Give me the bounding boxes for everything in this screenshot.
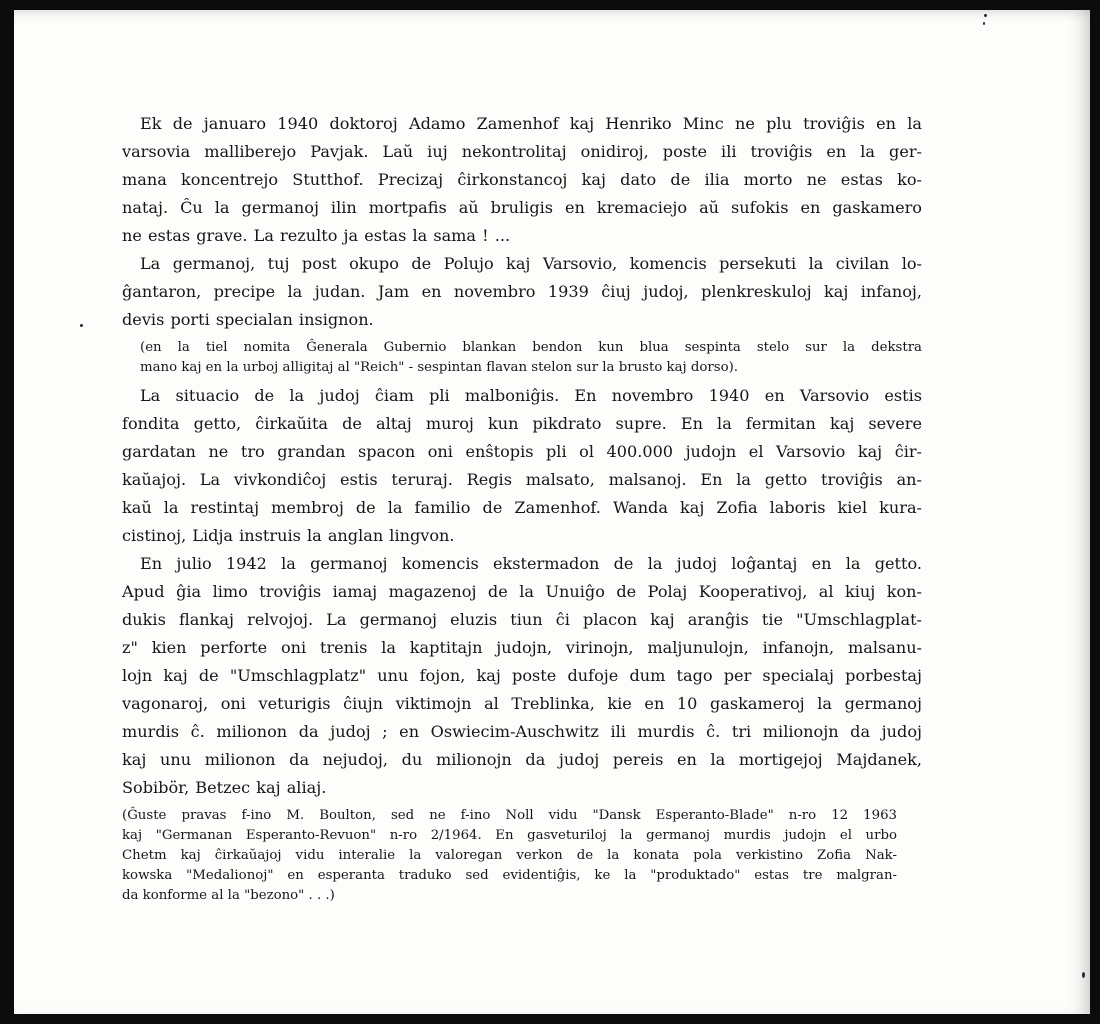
footnote-line: da konforme al la "bezono" . . .) [122, 888, 335, 903]
footnote-line: kaj "Germanan Esperanto-Revuon" n-ro 2/1964. En gasveturiloj la germanoj murdis judojn el urbo [122, 828, 897, 843]
footnote-line: Chetm kaj ĉirkaŭajoj vidu interalie la valoregan verkon de la konata pola verkistino Zofia Nak- [122, 848, 897, 863]
dust-speck [984, 14, 987, 17]
document-text [122, 110, 922, 906]
text-line: En julio 1942 la germanoj komencis ekstermadon de la judoj loĝantaj en la getto. [140, 554, 922, 573]
footnote-line: (en la tiel nomita Ĝenerala Gubernio blankan bendon kun blua sespinta stelo sur la dekstra [140, 340, 922, 355]
text-line: cistinoj, Lidja instruis la anglan lingvon. [122, 526, 455, 545]
paragraph-1 [122, 110, 922, 250]
text-line: Ek de januaro 1940 doktoroj Adamo Zamenhof kaj Henriko Minc ne plu troviĝis en la [140, 114, 922, 133]
text-line: gardatan ne tro grandan spacon oni enŝtopis pli ol 400.000 judojn el Varsovio kaj ĉir- [122, 442, 922, 461]
text-line: dukis flankaj relvojoj. La germanoj eluzis tiun ĉi placon kaj aranĝis tie "Umschlagplat- [122, 610, 922, 629]
dust-speck [80, 324, 83, 327]
footnote-1 [140, 338, 922, 378]
document-page [14, 10, 1090, 1014]
text-line: La germanoj, tuj post okupo de Polujo kaj Varsovio, komencis persekuti la civilan lo- [140, 254, 922, 273]
text-line: Sobibör, Betzec kaj aliaj. [122, 778, 327, 797]
text-line: z" kien perforte oni trenis la kaptitajn judojn, virinojn, maljunulojn, infanojn, malsanu- [122, 638, 922, 657]
footnote-line: mano kaj en la urboj alligitaj al "Reich" - sespintan flavan stelon sur la brusto kaj dorso). [140, 360, 738, 375]
text-line: La situacio de la judoj ĉiam pli malboniĝis. En novembro 1940 en Varsovio estis [140, 386, 922, 405]
text-line: varsovia malliberejo Pavjak. Laŭ iuj nekontrolitaj onidiroj, poste ili troviĝis en la ger- [122, 142, 922, 161]
footnote-2 [122, 806, 897, 906]
text-line: kaŭ la restintaj membroj de la familio de Zamenhof. Wanda kaj Zofia laboris kiel kura- [122, 498, 922, 517]
dust-speck [983, 22, 985, 25]
paragraph-3 [122, 382, 922, 550]
text-line: ĝantaron, precipe la judan. Jam en novembro 1939 ĉiuj judoj, plenkreskuloj kaj infanoj, [122, 282, 922, 301]
text-line: ne estas grave. La rezulto ja estas la sama ! ... [122, 226, 511, 245]
text-line: Apud ĝia limo troviĝis iamaj magazenoj de la Unuiĝo de Polaj Kooperativoj, al kiuj kon- [122, 582, 922, 601]
footnote-line: kowska "Medalionoj" en esperanta traduko sed evidentiĝis, ke la "produktado" estas tre malgran- [122, 868, 897, 883]
text-line: vagonaroj, oni veturigis ĉiujn viktimojn al Treblinka, kie en 10 gaskameroj la germanoj [122, 694, 922, 713]
text-line: lojn kaj de "Umschlagplatz" unu fojon, kaj poste dufoje dum tago per specialaj porbestaj [122, 666, 922, 685]
paragraph-4 [122, 550, 922, 802]
text-line: kaj unu milionon da nejudoj, du milionojn da judoj pereis en la mortigejoj Majdanek, [122, 750, 922, 769]
paragraph-2 [122, 250, 922, 334]
text-line: devis porti specialan insignon. [122, 310, 374, 329]
text-line: kaŭajoj. La vivkondiĉoj estis teruraj. Regis malsato, malsanoj. En la getto troviĝis an- [122, 470, 922, 489]
text-line: nataj. Ĉu la germanoj ilin mortpafis aŭ bruligis en kremaciejo aŭ sufokis en gaskamero [122, 198, 922, 217]
text-line: fondita getto, ĉirkaŭita de altaj muroj kun pikdrato supre. En la fermitan kaj severe [122, 414, 922, 433]
text-line: murdis ĉ. milionon da judoj ; en Oswiecim-Auschwitz ili murdis ĉ. tri milionojn da judoj [122, 722, 922, 741]
footnote-line: (Ĝuste pravas f-ino M. Boulton, sed ne f-ino Noll vidu "Dansk Esperanto-Blade" n-ro 12 1963 [122, 808, 897, 823]
dust-speck [1082, 972, 1085, 978]
text-line: mana koncentrejo Stutthof. Precizaj ĉirkonstancoj kaj dato de ilia morto ne estas ko- [122, 170, 922, 189]
